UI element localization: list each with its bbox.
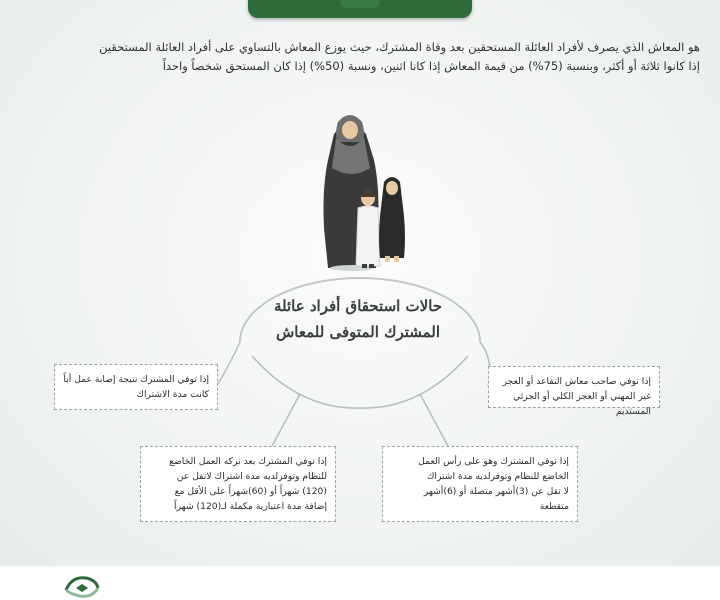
case-after-leaving (140, 446, 336, 522)
case-after-leaving-line-3: (120) شهراً أو (60)شهراً على الأقل مع (174, 486, 327, 497)
case-after-leaving-line-1: إذا توفي المشترك بعد تركه العمل الخاضع (169, 456, 327, 467)
case-while-working-line-3: لا تقل عن (3)أشهر متصلة أو (6)أشهر (423, 486, 569, 497)
case-after-leaving-line-2: للنظام وتوفرلديه مدة اشتراك لاتقل عن (176, 471, 327, 482)
gosi-logo-icon (62, 574, 102, 600)
cases-heading-line-2: المشترك المتوفى للمعاش (275, 323, 441, 341)
case-work-injury-line-2: كانت مدة الاشتراك (136, 389, 209, 400)
intro-line-2: إذا كانوا ثلاثة أو أكثر، وبنسبة (75%) من قيمة المعاش إذا كانا اثنين، ونسبة (50%) إذا كان المستحق شخصاً واحداً (162, 59, 700, 73)
case-while-working-line-1: إذا توفي المشترك وهو على رأس العمل (418, 456, 569, 467)
intro-line-1: هو المعاش الذي يصرف لأفراد العائلة المستحقين بعد وفاة المشترك، حيث يوزع المعاش بالتساوي على أفراد العائلة المستحقين (99, 40, 700, 54)
case-while-working-line-4: متقطعة (539, 501, 569, 512)
cases-heading-line-1: حالات استحقاق أفراد عائلة (273, 297, 443, 315)
case-pensioner (488, 366, 660, 417)
cases-heading (242, 293, 474, 345)
case-work-injury (54, 364, 218, 410)
case-pensioner-line-1: إذا توفي صاحب معاش التقاعد أو العجز (502, 376, 651, 387)
case-while-working (382, 446, 578, 522)
case-pensioner-line-2: غير المهني أو العجز الكلي أو الجزئي المستديم (513, 391, 651, 417)
case-after-leaving-line-4: إضافة مدة اعتبارية مكملة لـ(120) شهراً (174, 501, 327, 512)
case-while-working-line-2: الخاضع للنظام وتوفرلديه مدة اشتراك (426, 471, 569, 482)
case-work-injury-line-1: إذا توفي المشترك نتيجة إصابة عمل أياً (63, 374, 209, 385)
